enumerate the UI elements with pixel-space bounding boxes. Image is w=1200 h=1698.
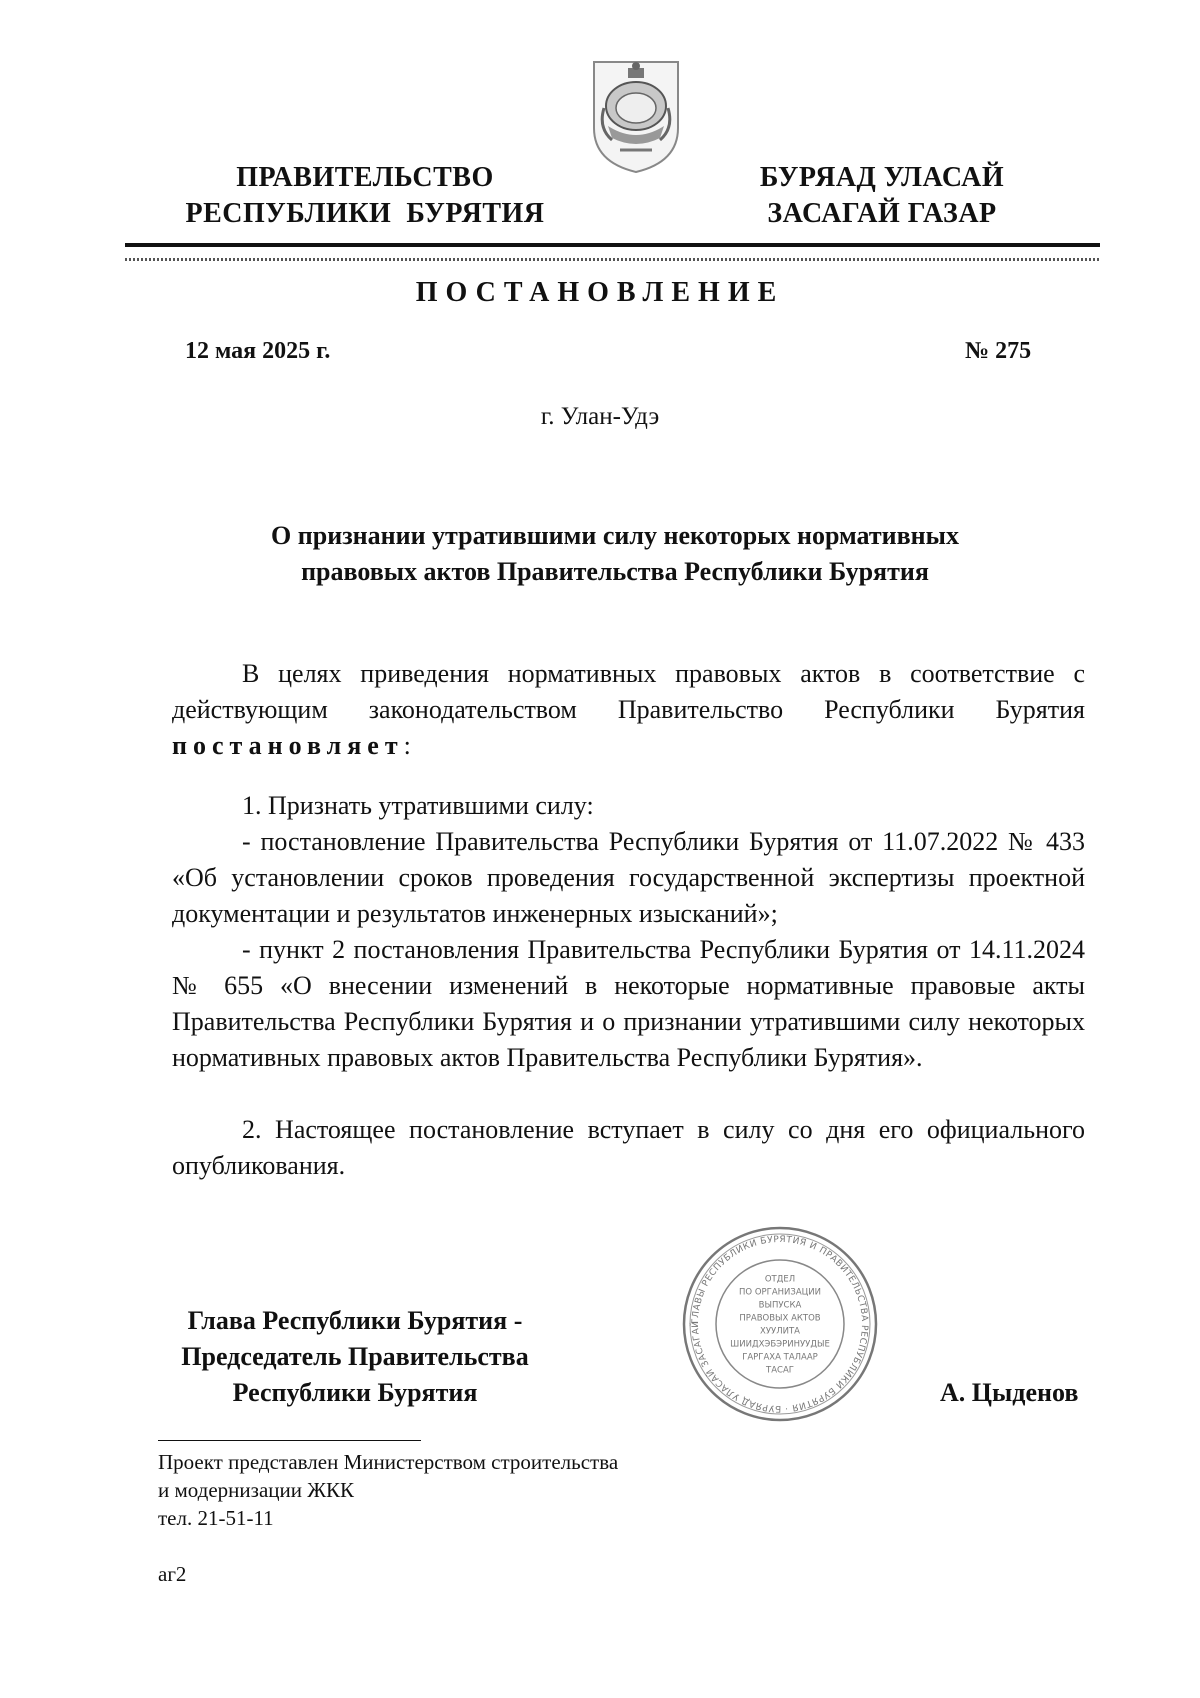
signatory-position-line3: Республики Бурятия xyxy=(232,1378,478,1407)
document-title-line2: правовых актов Правительства Республики Бурятия xyxy=(301,557,929,586)
item-2: 2. Настоящее постановление вступает в силу со дня его официального опубликования. xyxy=(172,1115,1085,1180)
item-1-subitem-a: - постановление Правительства Республики Бурятия от 11.07.2022 № 433 «Об установлении сроков проведения государственной экспертизы проектной документации и результатов инженерных изысканий»; xyxy=(172,827,1085,928)
footnote-line3: тел. 21-51-11 xyxy=(158,1506,274,1530)
svg-text:ШИИДХЭБЭРИНУУДЫЕ: ШИИДХЭБЭРИНУУДЫЕ xyxy=(730,1339,830,1350)
intro-paragraph: В целях приведения нормативных правовых актов в соответствие с действующим законодательством Правительство Республики Бурятия постановляет: xyxy=(172,659,1085,760)
coat-of-arms-emblem xyxy=(590,58,682,176)
footnote xyxy=(158,1448,618,1532)
item-1-subitem-b: - пункт 2 постановления Правительства Республики Бурятия от 14.11.2024 № 655 «О внесении изменений в некоторые нормативные правовые акты Правительства Республики Бурятия и о признании утратившими силу некоторых нормативных правовых актов Правительства Республики Бурятия». xyxy=(172,935,1085,1072)
header-right-line2: ЗАСАГАЙ ГАЗАР xyxy=(767,198,997,229)
svg-text:ГАРГАХА ТАЛААР: ГАРГАХА ТАЛААР xyxy=(742,1352,818,1363)
footnote-line1: Проект представлен Министерством строительства xyxy=(158,1450,619,1474)
svg-text:ХУУЛИТА: ХУУЛИТА xyxy=(760,1326,800,1337)
signatory-position-line2: Председатель Правительства xyxy=(181,1342,529,1371)
official-seal xyxy=(675,1224,885,1424)
signatory-position-line1: Глава Республики Бурятия - xyxy=(187,1306,523,1335)
header-right xyxy=(732,160,1032,232)
document-title xyxy=(220,518,1010,590)
item-1: 1. Признать утратившими силу: xyxy=(242,791,594,820)
document-number: № 275 xyxy=(965,338,1032,364)
document-type: ПОСТАНОВЛЕНИЕ xyxy=(415,277,785,308)
document-title-line1: О признании утратившими силу некоторых нормативных xyxy=(271,521,959,550)
footnote-line2: и модернизации ЖКК xyxy=(158,1478,355,1502)
document-city: г. Улан-Удэ xyxy=(540,403,660,430)
signatory-name: А. Цыденов xyxy=(940,1378,1079,1407)
svg-text:ТАСАГ: ТАСАГ xyxy=(766,1365,794,1376)
intro-text: В целях приведения нормативных правовых актов в соответствие с действующим законодательством Правительство Республики Бурятия xyxy=(172,659,1085,724)
header-left-line1: ПРАВИТЕЛЬСТВО xyxy=(236,162,494,193)
header-divider-thick xyxy=(125,243,1100,247)
header-left-line2: РЕСПУБЛИКИ БУРЯТИЯ xyxy=(185,198,545,229)
svg-text:ВЫПУСКА: ВЫПУСКА xyxy=(758,1300,802,1311)
svg-text:ОТДЕЛ: ОТДЕЛ xyxy=(764,1274,796,1285)
document-code: аг2 xyxy=(158,1562,187,1586)
header-divider-thin xyxy=(125,258,1100,261)
svg-text:ПРАВОВЫХ АКТОВ: ПРАВОВЫХ АКТОВ xyxy=(739,1313,821,1324)
document-date: 12 мая 2025 г. xyxy=(185,338,331,364)
intro-verb: постановляет xyxy=(172,731,404,760)
footnote-divider xyxy=(158,1440,421,1441)
header-right-line1: БУРЯАД УЛАСАЙ xyxy=(759,162,1005,193)
header-left xyxy=(170,160,560,232)
svg-text:ГЛАВЫ РЕСПУБЛИКИ БУРЯТИЯ И ПРА: ГЛАВЫ РЕСПУБЛИКИ БУРЯТИЯ И ПРАВИТЕЛЬСТВА РЕСПУБЛИКИ БУРЯТИЯ · БУРЯАД УЛАСАЙ ЗАСАГАЙ xyxy=(690,1234,870,1414)
signatory-position xyxy=(160,1303,550,1411)
svg-text:ПО ОРГАНИЗАЦИИ: ПО ОРГАНИЗАЦИИ xyxy=(739,1287,821,1298)
